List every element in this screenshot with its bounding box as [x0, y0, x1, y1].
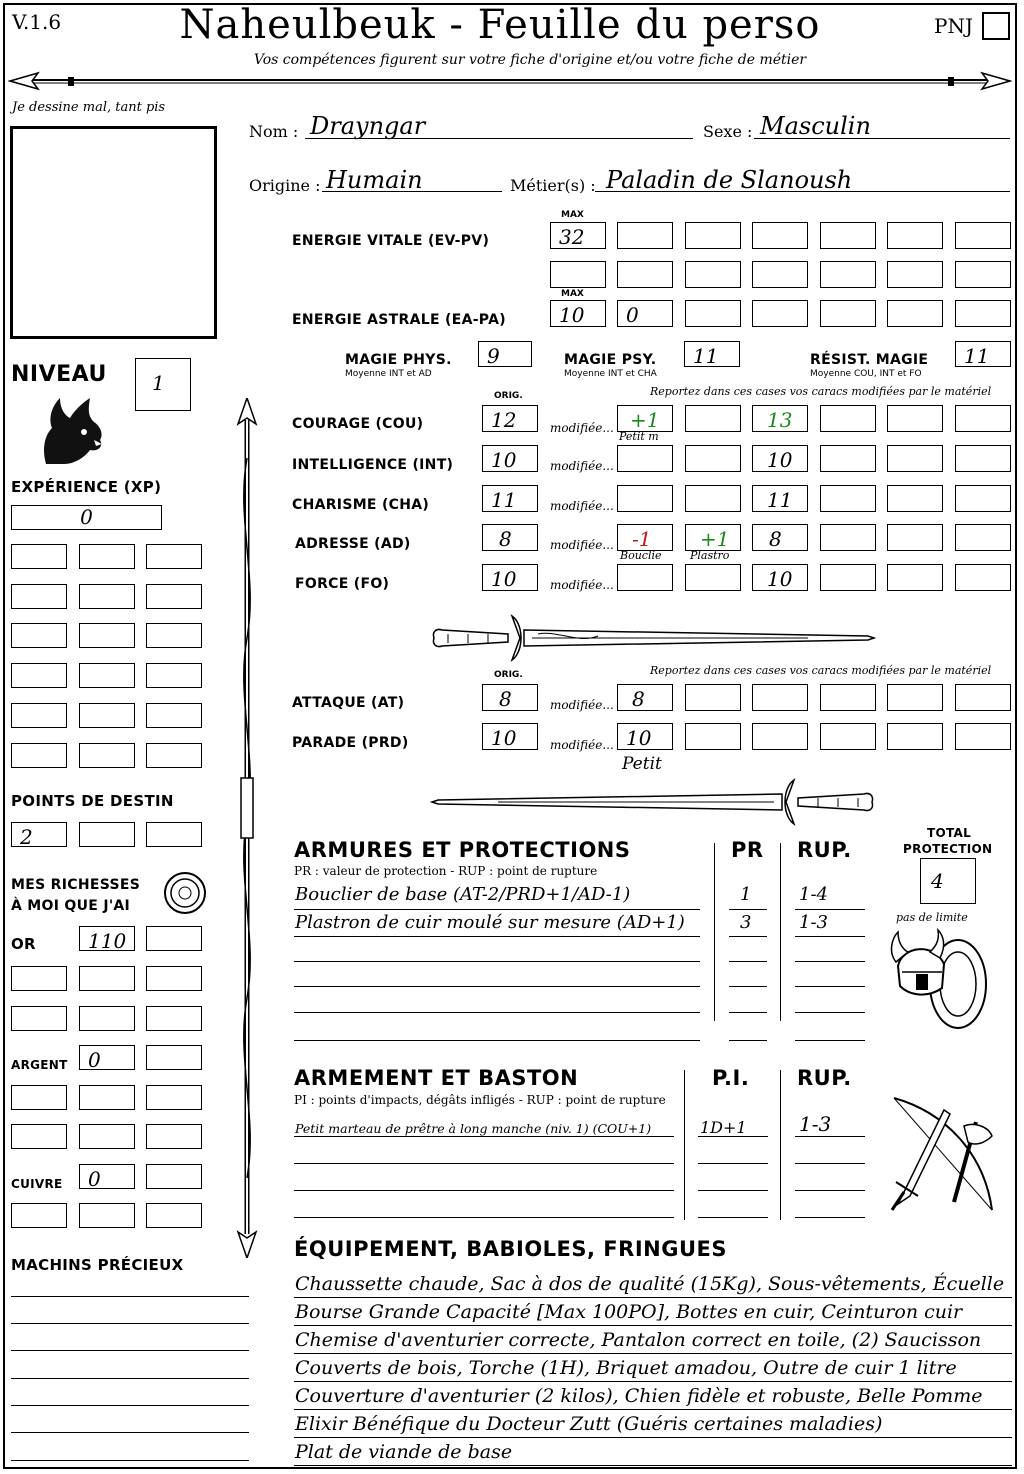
total-protection-box[interactable]: 4 — [920, 858, 976, 904]
resist-magie-label: RÉSIST. MAGIE — [810, 352, 929, 368]
or-cell[interactable] — [79, 966, 135, 991]
destin-box[interactable]: 2 — [11, 822, 67, 847]
spear-divider-icon — [8, 68, 1012, 94]
sexe-line — [754, 138, 1010, 139]
carac-mod1-note-cou: Petit m — [619, 430, 659, 443]
carac-mod2-note-ad: Plastro — [690, 549, 730, 562]
origine-label: Origine : — [249, 176, 321, 195]
xp-cell[interactable] — [79, 544, 135, 569]
argent-cell[interactable] — [146, 1045, 202, 1070]
arme-line — [795, 1217, 865, 1218]
combat-cell[interactable] — [752, 723, 808, 750]
carac-cell[interactable] — [887, 445, 943, 472]
cuivre-cell[interactable] — [11, 1203, 67, 1228]
arme-line — [698, 1163, 768, 1164]
nom-label: Nom : — [249, 122, 299, 141]
armure-line — [729, 986, 767, 987]
carac-cell[interactable] — [955, 405, 1011, 432]
equipement-line[interactable]: Couverts de bois, Torche (1H), Briquet amadou, Outre de cuir 1 litre — [295, 1357, 957, 1379]
ea-box[interactable] — [820, 300, 876, 327]
combat-orig-label: ORIG. — [494, 670, 523, 680]
xp-label: EXPÉRIENCE (XP) — [11, 478, 162, 496]
or-label: OR — [11, 935, 36, 953]
combat-cell[interactable] — [955, 684, 1011, 711]
modified-label: modifiée... — [550, 499, 614, 513]
ev-box[interactable] — [887, 222, 943, 249]
sword-icon — [428, 610, 878, 662]
carac-cell[interactable] — [955, 445, 1011, 472]
armures-divider — [780, 843, 781, 1021]
equipement-title: ÉQUIPEMENT, BABIOLES, FRINGUES — [294, 1237, 727, 1261]
machins-line[interactable] — [11, 1405, 249, 1406]
machins-line[interactable] — [11, 1323, 249, 1324]
armure-line — [294, 1012, 700, 1013]
ev-box[interactable] — [752, 222, 808, 249]
arme-line — [294, 1190, 674, 1191]
carac-final-cou[interactable]: 13 — [752, 405, 808, 432]
ev-box[interactable] — [617, 222, 673, 249]
arme-line — [698, 1217, 768, 1218]
armure-rup[interactable]: 1-3 — [799, 912, 828, 933]
armure-pr[interactable]: 3 — [740, 912, 752, 933]
or-cell[interactable] — [11, 1006, 67, 1031]
origine-value[interactable]: Humain — [326, 166, 423, 194]
magie-psy-label: MAGIE PSY. — [564, 352, 657, 368]
combat-cell[interactable] — [887, 723, 943, 750]
prd-mod-box[interactable]: 10 — [617, 723, 673, 750]
armure-line — [795, 961, 865, 962]
arme-rup[interactable]: 1-3 — [799, 1112, 832, 1136]
modified-label: modifiée... — [550, 459, 614, 473]
carac-orig-ad[interactable]: 8 — [482, 524, 538, 551]
magie-phys-box[interactable]: 9 — [478, 341, 532, 367]
carac-mod2-ad[interactable]: +1 — [685, 524, 741, 551]
carac-mod1-int[interactable] — [617, 445, 673, 472]
ev-box[interactable] — [685, 261, 741, 288]
xp-cell[interactable] — [146, 703, 202, 728]
sexe-value[interactable]: Masculin — [760, 112, 871, 140]
armure-line — [729, 961, 767, 962]
carac-label-int: INTELLIGENCE (INT) — [292, 457, 454, 473]
xp-cell[interactable] — [146, 584, 202, 609]
equipement-rule — [294, 1437, 1012, 1438]
xp-cell[interactable] — [11, 623, 67, 648]
machins-label: MACHINS PRÉCIEUX — [11, 1256, 184, 1274]
xp-cell[interactable] — [146, 544, 202, 569]
magie-psy-box[interactable]: 11 — [684, 341, 740, 367]
xp-cell[interactable] — [146, 623, 202, 648]
carac-orig-cou[interactable]: 12 — [482, 405, 538, 432]
ev-box[interactable] — [820, 222, 876, 249]
armures-col-rup: RUP. — [797, 838, 852, 862]
carac-cell[interactable] — [820, 564, 876, 591]
report-note: Reportez dans ces cases vos caracs modifiées par le matériel — [650, 385, 992, 398]
xp-cell[interactable] — [11, 544, 67, 569]
ev-box[interactable] — [752, 261, 808, 288]
or-box[interactable]: 110 — [79, 926, 135, 951]
protection-label: PROTECTION — [903, 842, 993, 856]
equipement-rule — [294, 1409, 1012, 1410]
carac-mod1-ad[interactable]: -1 — [617, 524, 673, 551]
armure-name[interactable]: Plastron de cuir moulé sur mesure (AD+1) — [295, 912, 685, 933]
niveau-box[interactable]: 1 — [135, 358, 191, 411]
prd-label: PARADE (PRD) — [292, 735, 409, 751]
armure-name[interactable]: Bouclier de base (AT-2/PRD+1/AD-1) — [295, 884, 631, 905]
at-orig-box[interactable]: 8 — [482, 684, 538, 711]
carac-cell[interactable] — [955, 485, 1011, 512]
carac-final-cha[interactable]: 11 — [752, 485, 808, 512]
ea-box[interactable] — [752, 300, 808, 327]
armure-line — [795, 909, 865, 910]
carac-cell[interactable] — [887, 405, 943, 432]
cuivre-label: CUIVRE — [11, 1177, 63, 1191]
armement-col-pi: P.I. — [712, 1066, 750, 1090]
version-label: V.1.6 — [12, 10, 62, 34]
carac-mod1-fo[interactable] — [617, 564, 673, 591]
combat-report-note: Reportez dans ces cases vos caracs modifiées par le matériel — [650, 664, 992, 677]
arme-line — [294, 1136, 674, 1137]
helmet-shield-icon — [888, 926, 998, 1036]
carac-cell[interactable] — [820, 524, 876, 551]
combat-cell[interactable] — [685, 684, 741, 711]
armures-divider — [714, 843, 715, 1021]
portrait-box[interactable] — [10, 126, 217, 339]
machins-line[interactable] — [11, 1432, 249, 1433]
carac-final-fo[interactable]: 10 — [752, 564, 808, 591]
carac-final-ad[interactable]: 8 — [752, 524, 808, 551]
ev-max-label: MAX — [561, 210, 584, 220]
argent-cell[interactable] — [11, 1124, 67, 1149]
arme-line — [795, 1190, 865, 1191]
argent-cell[interactable] — [79, 1124, 135, 1149]
ev-box[interactable] — [617, 261, 673, 288]
machins-line[interactable] — [11, 1378, 249, 1379]
argent-cell[interactable] — [146, 1085, 202, 1110]
argent-label: ARGENT — [11, 1058, 68, 1072]
arme-name[interactable]: Petit marteau de prêtre à long manche (niv. 1) (COU+1) — [295, 1121, 652, 1136]
dragon-head-icon — [38, 394, 108, 466]
total-protection-note: pas de limite — [896, 911, 968, 924]
armure-line — [294, 936, 700, 937]
armement-legend: PI : points d'impacts, dégâts infligés - RUP : point de rupture — [294, 1093, 666, 1107]
armure-line — [294, 986, 700, 987]
equipement-rule — [294, 1297, 1012, 1298]
richesses-label-2: À MOI QUE J'AI — [11, 898, 131, 914]
armures-col-pr: PR — [731, 838, 764, 862]
carac-mod2-int[interactable] — [685, 445, 741, 472]
machins-line[interactable] — [11, 1296, 249, 1297]
armure-line — [795, 1012, 865, 1013]
carac-orig-fo[interactable]: 10 — [482, 564, 538, 591]
ea-max-label: MAX — [561, 289, 584, 299]
metier-value[interactable]: Paladin de Slanoush — [606, 166, 853, 194]
sheet-subtitle: Vos compétences figurent sur votre fiche d'origine et/ou votre fiche de métier — [253, 52, 807, 68]
arme-line — [294, 1217, 674, 1218]
carac-cell[interactable] — [887, 564, 943, 591]
armure-line — [795, 1040, 865, 1041]
resist-magie-box[interactable]: 11 — [955, 341, 1011, 367]
argent-cell[interactable] — [79, 1085, 135, 1110]
carac-cell[interactable] — [820, 445, 876, 472]
arme-line — [795, 1163, 865, 1164]
xp-cell[interactable] — [11, 584, 67, 609]
arme-line — [795, 1136, 865, 1137]
richesses-label: MES RICHESSES — [11, 877, 141, 893]
armure-line — [729, 1012, 767, 1013]
argent-box[interactable]: 0 — [79, 1045, 135, 1070]
modified-label: modifiée... — [550, 698, 614, 712]
combat-cell[interactable] — [820, 684, 876, 711]
or-cell[interactable] — [146, 966, 202, 991]
ea-box[interactable] — [887, 300, 943, 327]
modified-label: modifiée... — [550, 538, 614, 552]
combat-cell[interactable] — [887, 684, 943, 711]
carac-mod1-cou[interactable]: +1 — [617, 405, 673, 432]
nom-value[interactable]: Drayngar — [310, 112, 426, 140]
equipement-rule — [294, 1353, 1012, 1354]
carac-mod2-fo[interactable] — [685, 564, 741, 591]
ev-box[interactable] — [820, 261, 876, 288]
carac-mod2-cha[interactable] — [685, 485, 741, 512]
carac-cell[interactable] — [820, 485, 876, 512]
destin-label: POINTS DE DESTIN — [11, 792, 174, 810]
or-cell[interactable] — [11, 966, 67, 991]
arme-line — [294, 1163, 674, 1164]
ea-max-box[interactable]: 10 — [550, 300, 606, 327]
modified-label: modifiée... — [550, 738, 614, 752]
pnj-checkbox[interactable] — [982, 12, 1010, 40]
xp-cell[interactable] — [79, 703, 135, 728]
carac-label-fo: FORCE (FO) — [295, 576, 390, 592]
armure-line — [294, 961, 700, 962]
combat-cell[interactable] — [820, 723, 876, 750]
armure-rup[interactable]: 1-4 — [799, 884, 828, 905]
equipement-rule — [294, 1325, 1012, 1326]
armure-line — [294, 1040, 700, 1041]
sheet-title: Naheulbeuk - Feuille du perso — [179, 2, 821, 48]
cuivre-cell[interactable] — [146, 1203, 202, 1228]
carac-label-cha: CHARISME (CHA) — [292, 497, 430, 513]
xp-cell[interactable] — [146, 743, 202, 768]
ea-label: ENERGIE ASTRALE (EA-PA) — [292, 312, 506, 328]
nom-line — [305, 138, 693, 139]
carac-cell[interactable] — [955, 564, 1011, 591]
carac-label-cou: COURAGE (COU) — [292, 416, 424, 432]
resist-magie-note: Moyenne COU, INT et FO — [810, 369, 922, 379]
pnj-label: PNJ — [934, 14, 973, 38]
orig-label: ORIG. — [494, 391, 523, 401]
armure-line — [795, 986, 865, 987]
xp-cell[interactable] — [11, 703, 67, 728]
carac-mod2-cou[interactable] — [685, 405, 741, 432]
origine-line — [322, 191, 502, 192]
equipement-line[interactable]: Bourse Grande Capacité [Max 100PO], Bottes en cuir, Ceinturon cuir — [295, 1301, 963, 1323]
metier-line — [595, 191, 1010, 192]
destin-cell[interactable] — [146, 822, 202, 847]
arme-pi[interactable]: 1D+1 — [700, 1118, 747, 1137]
sexe-label: Sexe : — [703, 122, 753, 141]
cuivre-cell[interactable] — [146, 1164, 202, 1189]
xp-cell[interactable] — [11, 743, 67, 768]
sword-icon — [428, 774, 878, 826]
ev-box[interactable] — [887, 261, 943, 288]
ev-box[interactable] — [685, 222, 741, 249]
spear-icon — [232, 398, 262, 1258]
coin-icon — [162, 870, 208, 916]
armure-line — [795, 936, 865, 937]
xp-box[interactable]: 0 — [11, 505, 162, 530]
ea-current-box[interactable]: 0 — [617, 300, 673, 327]
carac-orig-cha[interactable]: 11 — [482, 485, 538, 512]
armure-pr[interactable]: 1 — [740, 884, 752, 905]
modified-label: modifiée... — [550, 578, 614, 592]
argent-cell[interactable] — [11, 1085, 67, 1110]
ea-box[interactable] — [955, 300, 1011, 327]
ev-box[interactable] — [550, 261, 606, 288]
or-cell[interactable] — [146, 1006, 202, 1031]
ev-box[interactable] — [955, 222, 1011, 249]
carac-mod1-note-ad: Bouclie — [620, 549, 662, 562]
equipement-rule — [294, 1381, 1012, 1382]
magie-phys-note: Moyenne INT et AD — [345, 369, 432, 379]
destin-cell[interactable] — [79, 822, 135, 847]
carac-orig-int[interactable]: 10 — [482, 445, 538, 472]
armement-title: ARMEMENT ET BASTON — [294, 1066, 579, 1090]
ea-box[interactable] — [685, 300, 741, 327]
machins-line[interactable] — [11, 1460, 249, 1461]
metier-label: Métier(s) : — [510, 176, 596, 195]
ev-label: ENERGIE VITALE (EV-PV) — [292, 233, 490, 249]
xp-cell[interactable] — [146, 663, 202, 688]
arme-line — [698, 1136, 768, 1137]
armures-title: ARMURES ET PROTECTIONS — [294, 838, 631, 862]
machins-line[interactable] — [11, 1350, 249, 1351]
armement-col-rup: RUP. — [797, 1066, 852, 1090]
armure-line — [729, 936, 767, 937]
armures-legend: PR : valeur de protection - RUP : point de rupture — [294, 864, 598, 878]
armure-line — [729, 1040, 767, 1041]
magie-psy-note: Moyenne INT et CHA — [564, 369, 657, 379]
prd-note: Petit — [622, 754, 662, 774]
magie-phys-label: MAGIE PHYS. — [345, 352, 452, 368]
at-mod-box[interactable]: 8 — [617, 684, 673, 711]
xp-cell[interactable] — [79, 584, 135, 609]
armure-line — [294, 909, 700, 910]
or-cell[interactable] — [79, 1006, 135, 1031]
xp-cell[interactable] — [79, 623, 135, 648]
total-label: TOTAL — [927, 826, 972, 840]
equipement-line[interactable]: Chaussette chaude, Sac à dos de qualité (15Kg), Sous-vêtements, Écuelle — [295, 1273, 1005, 1295]
cuivre-box[interactable]: 0 — [79, 1164, 135, 1189]
modified-label: modifiée... — [550, 421, 614, 435]
niveau-label: NIVEAU — [11, 362, 107, 387]
equipement-line[interactable]: Plat de viande de base — [295, 1441, 513, 1463]
carac-cell[interactable] — [887, 524, 943, 551]
or-cell[interactable] — [146, 926, 202, 951]
carac-label-ad: ADRESSE (AD) — [295, 536, 411, 552]
equipement-line[interactable]: Elixir Bénéfique du Docteur Zutt (Guéris certaines maladies) — [295, 1413, 883, 1435]
carac-mod1-cha[interactable] — [617, 485, 673, 512]
at-label: ATTAQUE (AT) — [292, 695, 405, 711]
carac-cell[interactable] — [887, 485, 943, 512]
ev-box[interactable] — [955, 261, 1011, 288]
xp-cell[interactable] — [79, 743, 135, 768]
equipement-line[interactable]: Chemise d'aventurier correcte, Pantalon correct en toile, (2) Saucisson — [295, 1329, 982, 1351]
crossed-weapons-icon — [884, 1092, 1004, 1216]
argent-cell[interactable] — [146, 1124, 202, 1149]
xp-cell[interactable] — [79, 663, 135, 688]
carac-final-int[interactable]: 10 — [752, 445, 808, 472]
combat-cell[interactable] — [685, 723, 741, 750]
arme-line — [698, 1190, 768, 1191]
carac-cell[interactable] — [955, 524, 1011, 551]
cuivre-cell[interactable] — [79, 1203, 135, 1228]
ev-max-box[interactable]: 32 — [550, 222, 606, 249]
portrait-caption: Je dessine mal, tant pis — [12, 100, 166, 115]
equipement-line[interactable]: Couverture d'aventurier (2 kilos), Chien fidèle et robuste, Belle Pomme — [295, 1385, 983, 1407]
prd-orig-box[interactable]: 10 — [482, 723, 538, 750]
armement-divider — [780, 1070, 781, 1220]
equipement-rule — [294, 1465, 1012, 1466]
armure-line — [729, 909, 767, 910]
armement-divider — [684, 1070, 685, 1220]
carac-cell[interactable] — [820, 405, 876, 432]
combat-cell[interactable] — [752, 684, 808, 711]
xp-cell[interactable] — [11, 663, 67, 688]
combat-cell[interactable] — [955, 723, 1011, 750]
